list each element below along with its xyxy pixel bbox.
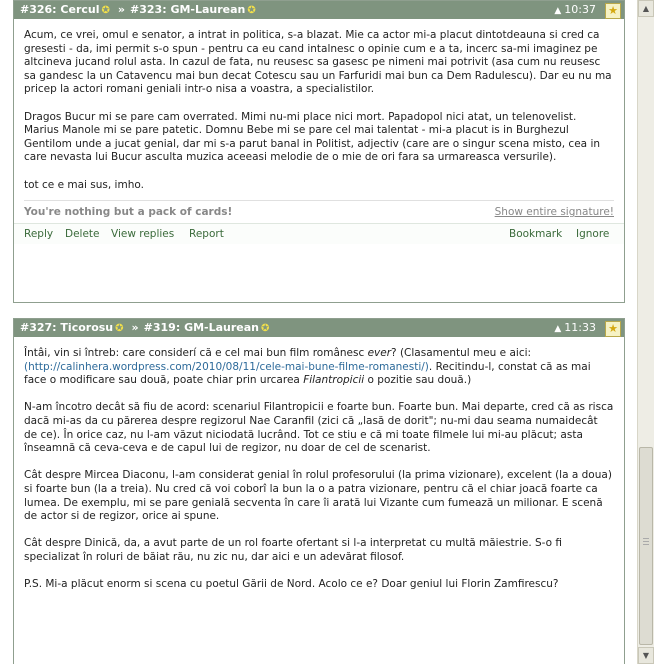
reply-author[interactable]: GM-Laurean: [170, 3, 246, 16]
post-paragraph: Întâi, vin si întreb: care considerí că e cel mai bun film românesc ever? (Clasamentul meu e aici: (http://calinhera.wordpress.com/2010/08/11/cele-mai-bune-filme-romanesti/). Recitindu-l, constat că as mai face o modificare sau două, poate chiar prin urcarea Filantropicii o pozitie sau două.): [24, 347, 591, 387]
post-paragraph: tot ce e mai sus, imho.: [24, 178, 144, 191]
up-triangle-icon: ▲: [554, 324, 562, 334]
post-header: [14, 1, 624, 19]
post-header: [14, 319, 624, 337]
scroll-down-icon[interactable]: ▼: [638, 647, 654, 664]
post-number[interactable]: #326:: [20, 3, 57, 16]
user-star-icon: ✪: [247, 5, 256, 16]
reply-reference[interactable]: #319:: [143, 321, 181, 334]
bookmark-icon[interactable]: ★: [605, 321, 621, 337]
reply-separator: »: [131, 321, 139, 334]
user-star-icon: ✪: [101, 5, 110, 16]
ignore-link[interactable]: Ignore: [576, 228, 610, 241]
post-time[interactable]: ▲ 10:37: [554, 3, 596, 16]
view-replies-link[interactable]: View replies: [111, 228, 175, 241]
post-paragraph: N-am încotro decât să fiu de acord: scenariul Filantropicii e foarte bun. Foarte bun. Mai departe, cred că as risca dacă mi-as da cu părerea despre regizorul Nae Caranfil (zici că „lasă de dorit"; nu-mi dau seama numaidecât de ce). În orice caz, nu l-am văzut niciodată lucrând. Tot ce stiu e că mi toate filmele lui mi-au plăcut; asta înseamnă că ceva-ceva e de capul lui de regizor, nu doar de cel de scenarist.: [24, 401, 614, 455]
signature: [24, 200, 614, 223]
reply-reference[interactable]: #323:: [130, 3, 167, 16]
user-star-icon: ✪: [261, 323, 270, 334]
report-link[interactable]: Report: [189, 228, 224, 241]
post-author[interactable]: Ticorosu: [60, 321, 114, 334]
reply-separator: »: [117, 3, 126, 16]
post-body: [14, 337, 624, 592]
post-time[interactable]: ▲ 11:33: [554, 321, 596, 334]
grip-icon: [643, 538, 649, 547]
scroll-up-icon[interactable]: ▲: [638, 0, 654, 17]
bookmark-icon[interactable]: ★: [605, 3, 621, 19]
reply-author[interactable]: GM-Laurean: [184, 321, 260, 334]
vertical-scrollbar[interactable]: [637, 0, 654, 664]
up-triangle-icon: ▲: [554, 6, 562, 16]
forum-post: [13, 318, 625, 664]
post-author[interactable]: Cercul: [60, 3, 100, 16]
delete-link[interactable]: Delete: [65, 228, 100, 241]
post-body: [14, 19, 624, 223]
show-signature-link[interactable]: Show entire signature!: [494, 206, 614, 219]
signature-text: You're nothing but a pack of cards!: [24, 206, 233, 219]
blog-link[interactable]: (http://calinhera.wordpress.com/2010/08/11/cele-mai-bune-filme-romanesti/): [24, 360, 429, 373]
post-paragraph: Dragos Bucur mi se pare cam overrated. Mimi nu-mi place nici mort. Papadopol nici atat, un telenovelist. Marius Manole mi se pare patetic. Domnu Bebe mi se pare cel mai talentat - mi-a placut is in Burghezul Gentilom unde a jucat genial, dar mi s-a parut banal in Politist, adjectiv (care are o singur scena misto, cea in care nevasta lui Bucur asculta muzica aceeasi melodie de o mie de ori fara sa urmareasca versurile).: [24, 110, 601, 164]
scrollbar-thumb[interactable]: [639, 447, 653, 645]
bookmark-link[interactable]: Bookmark: [509, 228, 563, 241]
forum-post: [13, 0, 625, 303]
user-star-icon: ✪: [115, 323, 124, 334]
reply-link[interactable]: Reply: [24, 228, 54, 241]
post-paragraph: P.S. Mi-a plăcut enorm si scena cu poetul Gării de Nord. Acolo ce e? Doar geniul lui Florin Zamfirescu?: [24, 578, 559, 591]
post-actions: [14, 223, 624, 244]
post-paragraph: Acum, ce vrei, omul e senator, a intrat in politica, s-a blazat. Mie ca actor mi-a placut dintotdeauna si cred ca gresesti - da, imi permit s-o spun - pentru ca eu cand intalnesc o opinie cum e a ta, incerc sa-mi imaginez pe altcineva jucand rolul asta. In cazul de fata, nu reusesc sa gasesc pe nimeni mai potrivit (asa cum nu reusesc sa gandesc la un Catavencu mai bun decat Cotescu sau un Farfuridi mai bun ca Dem Radulescu). Dar eu nu ma pricep la actori romani geniali intr-o nisa a voastra, a specialistilor.: [24, 29, 612, 96]
post-paragraph: Cât despre Mircea Diaconu, l-am considerat genial în rolul profesorului (la prima vizionare), excelent (la a doua) si foarte bun (la a treia). Nu cred că voi coborî la bun la o a patra vizionare, pentru că el chiar joacă foarte ca lumea. De exemplu, mi se pare genială secventa în care îi arată lui Vizante cum fumează un milionar. E scenă de actor si de regizor, orice ai spune.: [24, 469, 612, 523]
post-number[interactable]: #327:: [20, 321, 57, 334]
post-paragraph: Cât despre Dinică, da, a avut parte de un rol foarte ofertant si l-a interpretat cu multă măiestrie. S-o fi specializat în roluri de băiat rău, nu zic nu, dar aici e un adevărat filosof.: [24, 537, 563, 563]
